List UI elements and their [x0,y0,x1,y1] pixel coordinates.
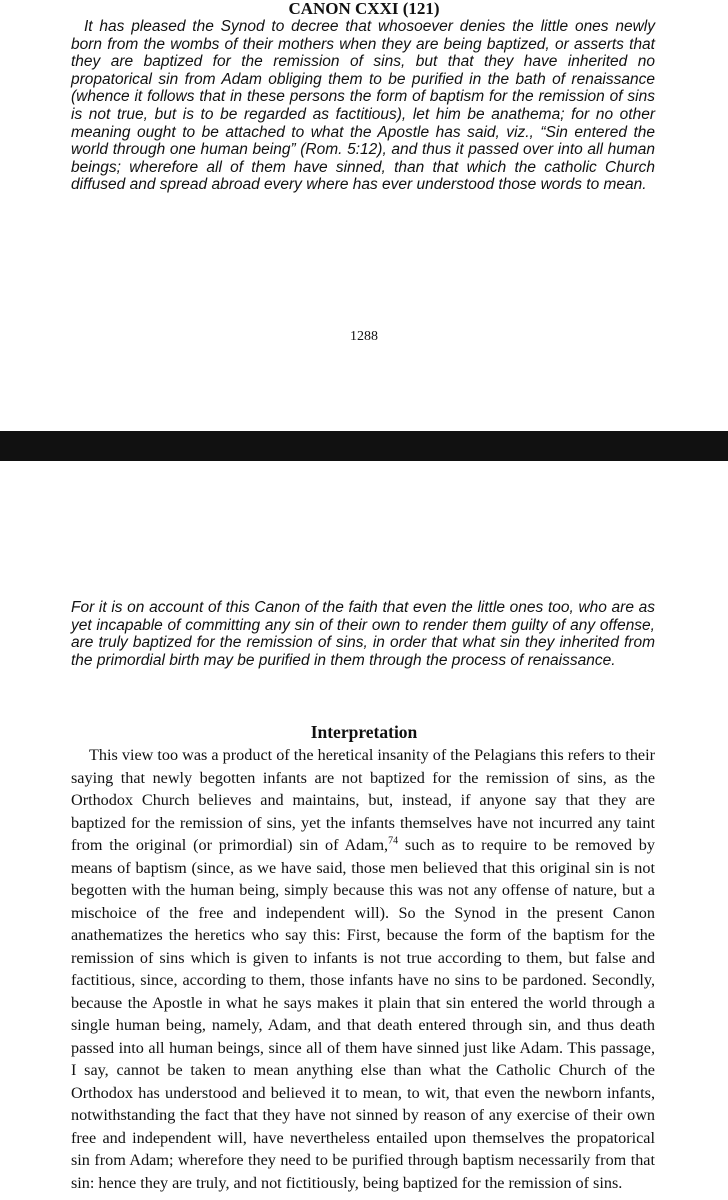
interpretation-heading: Interpretation [310,722,418,742]
page-number: 1288 [350,329,378,344]
canon-title: CANON CXXI (121) [288,0,440,18]
canon-continuation-text: For it is on account of this Canon of the faith that even the little ones too, who are as yet incapable of committing any sin of their own to render them guilty of any offense, are truly baptized for the remission of sins, in order that what sin they inherited from the primordial birth may be purified in them through the process of renaissance. [71,599,655,669]
page-divider [0,431,728,461]
interpretation-text-part-1: This view too was a product of the heretical insanity of the Pelagians this refers to their saying that newly begotten infants are not baptized for the remission of sins, as the Orthodox Church believes and maintains, but, instead, if anyone say that they are baptized for the remission of sins, yet the infants themselves have not incurred any taint from the original (or primordial) sin of Adam, [71,746,655,854]
interpretation-text [71,744,655,1194]
footnote-reference[interactable]: 74 [388,835,399,847]
canon-text: It has pleased the Synod to decree that whosoever denies the little ones newly born from the wombs of their mothers when they are being baptized, or asserts that they are baptized for the remission of sins, but that they have inherited no propatorical sin from Adam obliging them to be purified in the bath of renaissance (whence it follows that in these persons the form of baptism for the remission of sins is not true, but is to be regarded as factitious), let him be anathema; for no other meaning ought to be attached to what the Apostle has said, viz., “Sin entered the world through one human being” (Rom. 5:12), and thus it passed over into all human beings; wherefore all of them have sinned, than that which the catholic Church diffused and spread abroad every where has ever understood those words to mean. [71,18,655,194]
interpretation-text-part-2: such as to require to be removed by means of baptism (since, as we have said, those men believed that this original sin is not begotten with the human being, simply because this was not any offense of nature, but a mischoice of the free and independent will). So the Synod in the present Canon anathematizes the heretics who say this: First, because the form of the baptism for the remission of sins which is given to infants is not true according to them, but false and factitious, since, according to them, those infants have no sins to be pardoned. Secondly, because the Apostle in what he says makes it plain that sin entered the world through a single human being, namely, Adam, and that death entered through sin, and thus death passed into all human beings, since all of them have sinned just like Adam. This passage, I say, cannot be taken to mean anything else than what the Catholic Church of the Orthodox has understood and believed it to mean, to wit, that even the newborn infants, notwithstanding the fact that they have not sinned by reason of any exercise of their own free and independent will, have nevertheless entailed upon themselves the propatorical sin from Adam; wherefore they need to be purified through baptism necessarily from that sin: hence they are truly, and not fictitiously, being baptized for the remission of sins. [71,836,655,1192]
